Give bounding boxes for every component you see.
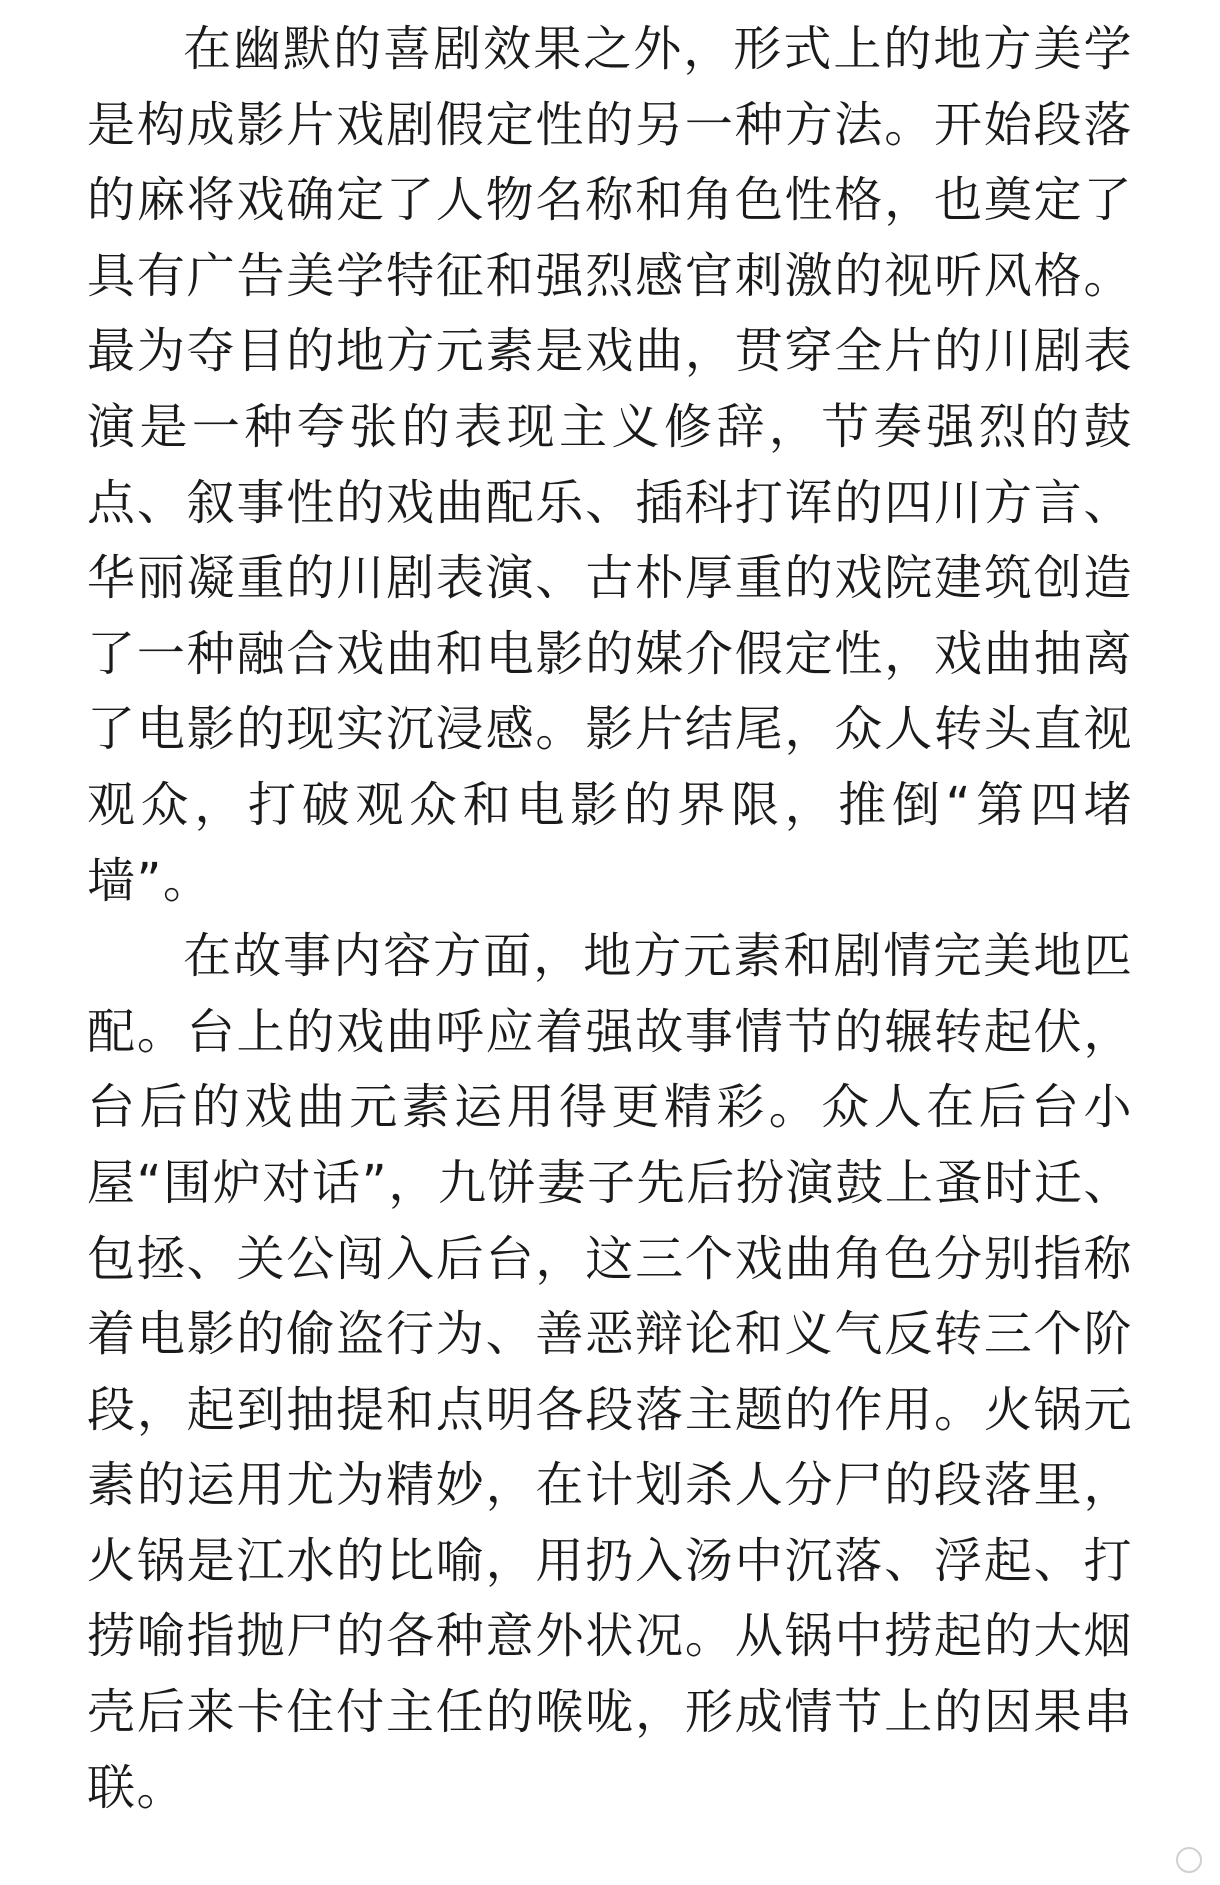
weibo-logo-icon [1176,1847,1202,1873]
article-body [87,12,1133,1826]
paragraph-2: 在故事内容方面，地方元素和剧情完美地匹配。台上的戏曲呼应着强故事情节的辗转起伏，台后的戏曲元素运用得更精彩。众人在后台小屋“围炉对话”，九饼妻子先后扮演鼓上蚤时迁、包拯、关公闯入后台，这三个戏曲角色分别指称着电影的偷盗行为、善恶辩论和义气反转三个阶段，起到抽提和点明各段落主题的作用。火锅元素的运用尤为精妙，在计划杀人分尸的段落里，火锅是江水的比喻，用扔入汤中沉落、浮起、打捞喻指抛尸的各种意外状况。从锅中捞起的大烟壳后来卡住付主任的喉咙，形成情节上的因果串联。 [87,928,1133,1816]
paragraph-1: 在幽默的喜剧效果之外，形式上的地方美学是构成影片戏剧假定性的另一种方法。开始段落的麻将戏确定了人物名称和角色性格，也奠定了具有广告美学特征和强烈感官刺激的视听风格。最为夺目的地方元素是戏曲，贯穿全片的川剧表演是一种夸张的表现主义修辞，节奏强烈的鼓点、叙事性的戏曲配乐、插科打诨的四川方言、华丽凝重的川剧表演、古朴厚重的戏院建筑创造了一种融合戏曲和电影的媒介假定性，戏曲抽离了电影的现实沉浸感。影片结尾，众人转头直视观众，打破观众和电影的界限，推倒“第四堵墙”。 [87,21,1133,909]
watermark [1176,1847,1202,1873]
